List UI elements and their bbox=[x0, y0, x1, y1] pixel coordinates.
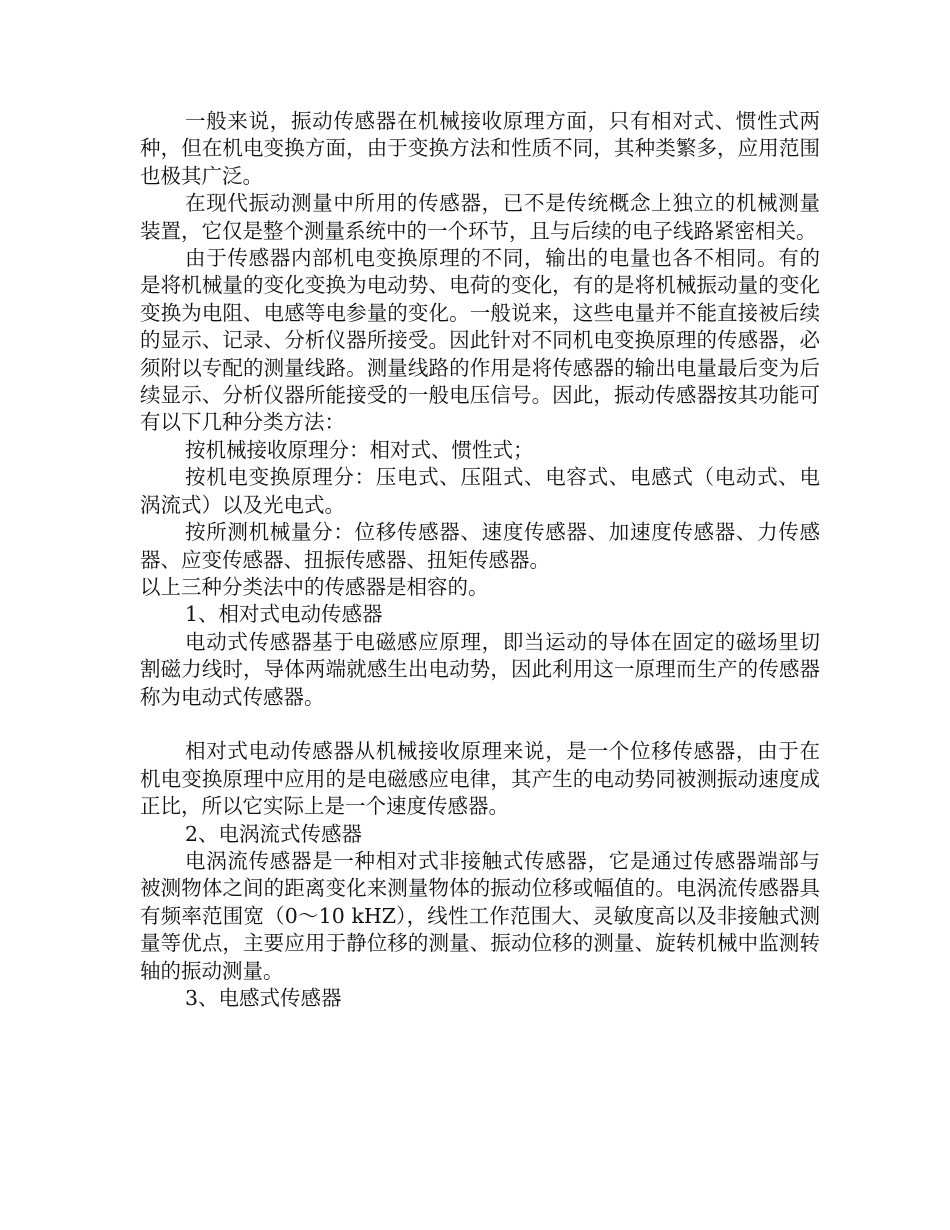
section-heading-3: 3、电感式传感器 bbox=[185, 985, 342, 1010]
paragraph-intro: 一般来说，振动传感器在机械接收原理方面，只有相对式、惯性式两种，但在机电变换方面，由于变换方法和性质不同，其种类繁多，应用范围也极其广泛。 bbox=[140, 109, 820, 188]
section-heading-1: 1、相对式电动传感器 bbox=[185, 602, 383, 627]
list-item-measured-quantity: 按所测机械量分：位移传感器、速度传感器、加速度传感器、力传感器、应变传感器、扭振传感器、扭矩传感器。 bbox=[140, 520, 820, 572]
paragraph-relative-electrodynamic: 相对式电动传感器从机械接收原理来说，是一个位移传感器，由于在机电变换原理中应用的是电磁感应电律，其产生的电动势同被测振动速度成正比，所以它实际上是一个速度传感器。 bbox=[140, 739, 820, 819]
paragraph-conversion-principle: 由于传感器内部机电变换原理的不同，输出的电量也各不相同。有的是将机械量的变化变换为电动势、电荷的变化，有的是将机械振动量的变化变换为电阻、电感等电参量的变化。一般说来，这些电量并不能直接被后续的显示、记录、分析仪器所接受。因此针对不同机电变换原理的传感器，必须附以专配的测量线路。测量线路的作用是将传感器的输出电量最后变为后续显示、分析仪器所能接受的一般电压信号。因此，振动传感器按其功能可有以下几种分类方法： bbox=[140, 246, 820, 435]
paragraph-eddy-current: 电涡流传感器是一种相对式非接触式传感器，它是通过传感器端部与被测物体之间的距离变化来测量物体的振动位移或幅值的。电涡流传感器具有频率范围宽（0～10 kHZ），线性工作范围大、灵敏度高以及非接触式测量等优点，主要应用于静位移的测量、振动位移的测量、旋转机械中监测转轴的振动测量。 bbox=[140, 848, 820, 983]
paragraph-electrodynamic: 电动式传感器基于电磁感应原理，即当运动的导体在固定的磁场里切割磁力线时，导体两端就感生出电动势，因此利用这一原理而生产的传感器称为电动式传感器。 bbox=[140, 629, 820, 709]
section-heading-2: 2、电涡流式传感器 bbox=[185, 821, 363, 846]
list-item-mechanical-principle: 按机械接收原理分：相对式、惯性式； bbox=[185, 437, 534, 462]
blank-line bbox=[140, 711, 820, 738]
document-body bbox=[140, 108, 820, 1012]
paragraph-modern-measurement: 在现代振动测量中所用的传感器，已不是传统概念上独立的机械测量装置，它仅是整个测量系统中的一个环节，且与后续的电子线路紧密相关。 bbox=[140, 191, 820, 243]
list-item-electromechanical-principle: 按机电变换原理分：压电式、压阻式、电容式、电感式（电动式、电涡流式）以及光电式。 bbox=[140, 465, 820, 517]
paragraph-compatibility: 以上三种分类法中的传感器是相容的。 bbox=[140, 574, 489, 599]
